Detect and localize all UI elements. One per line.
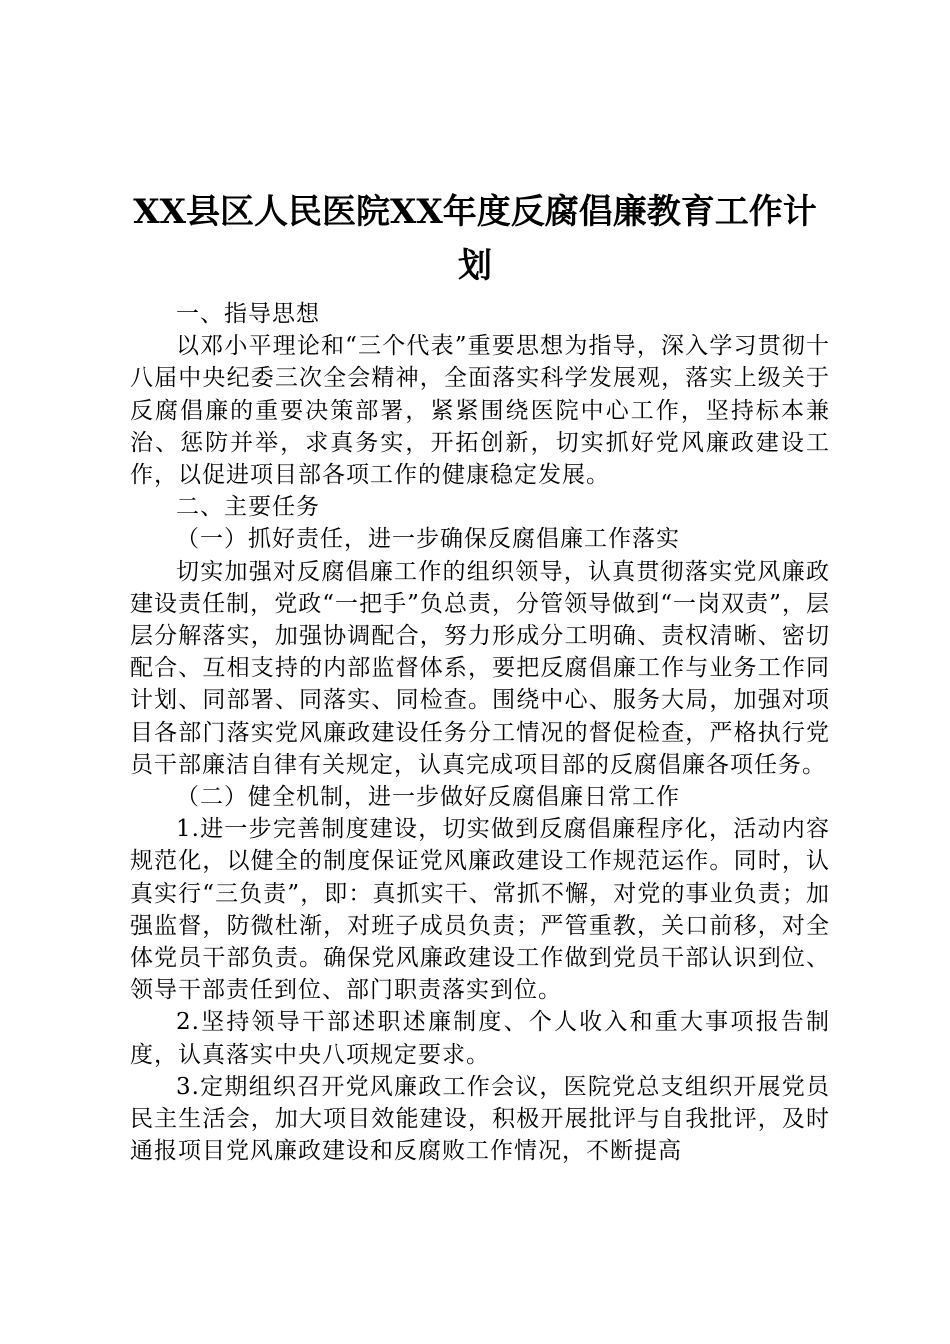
document-body bbox=[130, 298, 830, 1167]
paragraph-responsibility: 切实加强对反腐倡廉工作的组织领导，认真贯彻落实党风廉政建设责任制，党政“一把手”负总责，分管领导做到“一岗双责”，层层分解落实，加强协调配合，努力形成分工明确、责权清晰、密切配合、互相支持的内部监督体系，要把反腐倡廉工作与业务工作同计划、同部署、同落实、同检查。围绕中心、服务大局，加强对项目各部门落实党风廉政建设任务分工情况的督促检查，严格执行党员干部廉洁自律有关规定，认真完成项目部的反腐倡廉各项任务。 bbox=[130, 558, 830, 778]
section-heading-main-tasks: 二、主要任务 bbox=[176, 494, 320, 521]
paragraph-mechanism-item-1: 1.进一步完善制度建设，切实做到反腐倡廉程序化，活动内容规范化，以健全的制度保证党风廉政建设工作规范运作。同时，认真实行“三负责”，即：真抓实干、常抓不懈，对党的事业负责；加强监督，防微杜渐，对班子成员负责；严管重教，关口前移，对全体党员干部负责。确保党风廉政建设工作做到党员干部认识到位、领导干部责任到位、部门职责落实到位。 bbox=[130, 816, 830, 1004]
paragraph-mechanism-item-2: 2.坚持领导干部述职述廉制度、个人收入和重大事项报告制度，认真落实中央八项规定要求。 bbox=[130, 1009, 830, 1068]
paragraph-guiding-ideology: 以邓小平理论和“三个代表”重要思想为指导，深入学习贯彻十八届中央纪委三次全会精神，全面落实科学发展观，落实上级关于反腐倡廉的重要决策部署，紧紧围绕医院中心工作，坚持标本兼治、惩防并举，求真务实，开拓创新，切实抓好党风廉政建设工作，以促进项目部各项工作的健康稳定发展。 bbox=[130, 333, 830, 489]
document-title-line1: XX县区人民医院XX年度反腐倡廉教育工作计 bbox=[133, 192, 817, 232]
document-title-line2: 划 bbox=[458, 246, 492, 286]
subheading-responsibility: （一）抓好责任，进一步确保反腐倡廉工作落实 bbox=[176, 526, 680, 553]
paragraph-mechanism-item-3: 3.定期组织召开党风廉政工作会议，医院党总支组织开展党员民主生活会，加大项目效能建设，积极开展批评与自我批评，及时通报项目党风廉政建设和反腐败工作情况，不断提高 bbox=[130, 1073, 830, 1165]
section-heading-guiding-ideology: 一、指导思想 bbox=[176, 301, 320, 327]
subheading-mechanism: （二）健全机制，进一步做好反腐倡廉日常工作 bbox=[176, 784, 680, 811]
